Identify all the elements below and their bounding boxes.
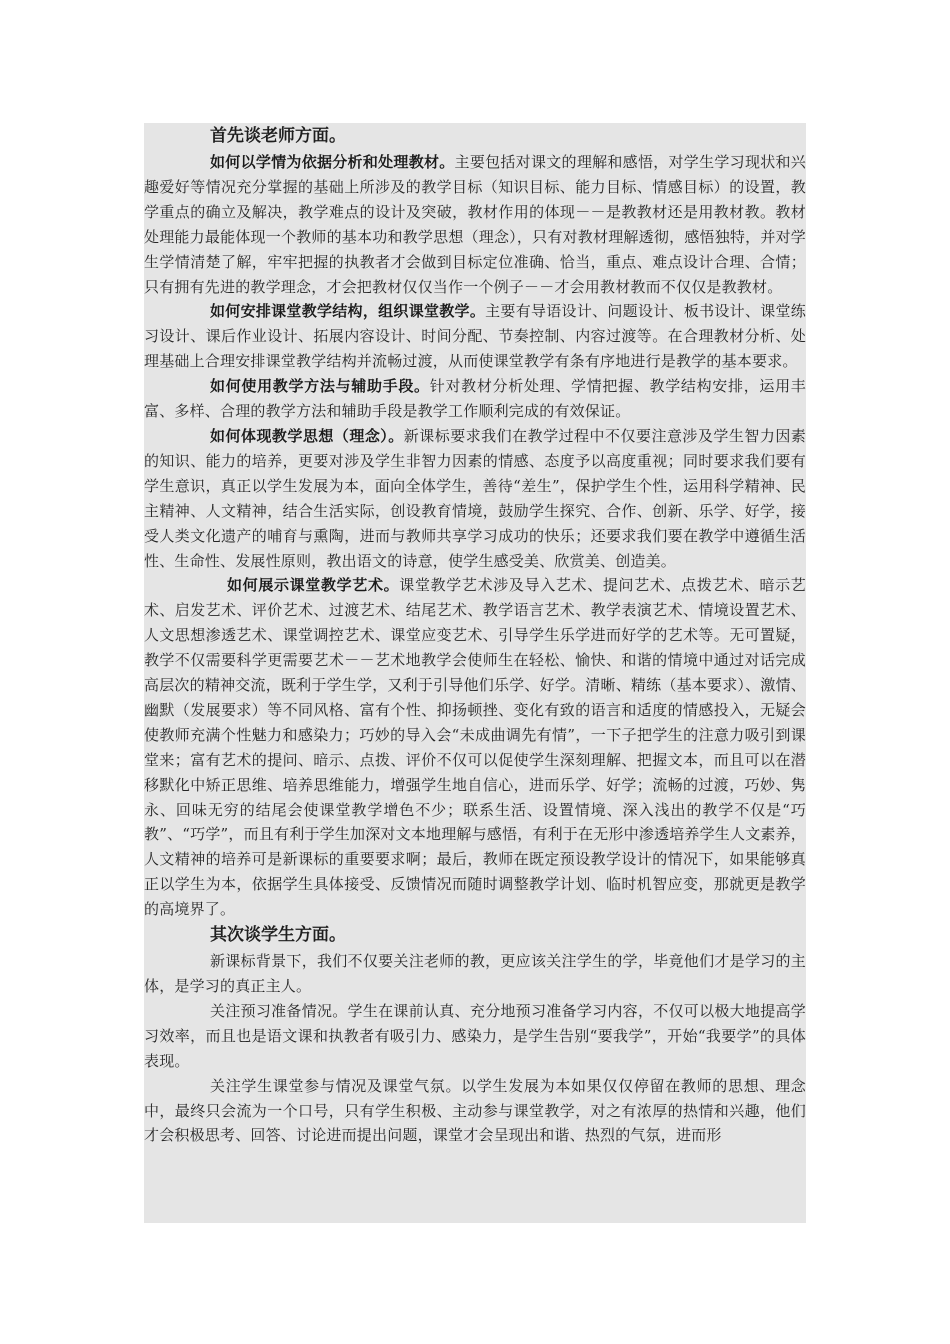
paragraph-lead: 如何体现教学思想（理念）。 — [210, 426, 404, 445]
paragraph-lead: 如何展示课堂教学艺术。 — [227, 576, 400, 595]
section-heading-student: 其次谈学生方面。 — [210, 925, 346, 946]
paragraph-body: 课堂教学艺术涉及导入艺术、提问艺术、点拨艺术、暗示艺术、启发艺术、评价艺术、过渡艺术、结尾艺术、教学语言艺术、教学表演艺术、情境设置艺术、人文思想渗透艺术、课堂调控艺术、课堂应变艺术、引导学生乐学进而好学的艺术等。无可置疑，教学不仅需要科学更需要艺术－－艺术地教学会使师生在轻松、愉快、和谐的情境中通过对话完成高层次的精神交流，既利于学生学，又利于引导他们乐学、好学。清晰、精练（基本要求）、激情、幽默（发展要求）等不同风格、富有个性、抑扬顿挫、变化有致的语言和适度的情感投入，无疑会使教师充满个性魅力和感染力；巧妙的导入会“未成曲调先有情”，一下子把学生的注意力吸引到课堂来；富有艺术的提问、暗示、点拨、评价不仅可以促使学生深刻理解、把握文本，而且可以在潜移默化中矫正思维、培养思维能力，增强学生地自信心，进而乐学、好学；流畅的过渡，巧妙、隽永、回味无穷的结尾会使课堂教学增色不少；联系生活、设置情境、深入浅出的教学不仅是“巧教”、“巧学”，而且有利于学生加深对文本地理解与感悟，有利于在无形中渗透培养学生人文素养，人文精神的培养可是新课标的重要要求啊；最后，教师在既定预设教学设计的情况下，如果能够真正以学生为本，依据学生具体接受、反馈情况而随时调整教学计划、临时机智应变，那就更是教学的高境界了。 — [144, 576, 806, 919]
paragraph-teaching-philosophy — [144, 424, 806, 573]
paragraph-body: 针对教材分析处理、学情把握、教学结构安排，运用丰富、多样、合理的教学方法和辅助手段是教学工作顺利完成的有效保证。 — [144, 377, 806, 421]
paragraph-student-focus: 新课标背景下，我们不仅要关注老师的教，更应该关注学生的学，毕竟他们才是学习的主体，是学习的真正主人。 — [144, 952, 806, 995]
paragraph-teaching-methods — [144, 374, 806, 424]
paragraph-lead: 如何使用教学方法与辅助手段。 — [210, 377, 430, 396]
section-heading-teacher: 首先谈老师方面。 — [210, 126, 346, 146]
paragraph-lead: 如何安排课堂教学结构，组织课堂教学。 — [210, 302, 486, 321]
paragraph-class-structure — [144, 299, 806, 374]
paragraph-preview-preparation: 关注预习准备情况。学生在课前认真、充分地预习准备学习内容，不仅可以极大地提高学习效率，而且也是语文课和执教者有吸引力、感染力，是学生告别“要我学”，开始“我要学”的具体表现。 — [144, 1001, 806, 1070]
paragraph-teaching-art — [144, 573, 806, 922]
paragraph-lead: 如何以学情为依据分析和处理教材。 — [210, 153, 455, 171]
text-block — [144, 123, 806, 1223]
paragraph-body: 主要包括对课文的理解和感悟，对学生学习现状和兴趣爱好等情况充分掌握的基础上所涉及的教学目标（知识目标、能力目标、情感目标）的设置，教学重点的确立及解决，教学难点的设计及突破，教材作用的体现－－是教教材还是用教材教。教材处理能力最能体现一个教师的基本功和教学思想（理念），只有对教材理解透彻，感悟独特，并对学生学情清楚了解，牢牢把握的执教者才会做到目标定位准确、恰当，重点、难点设计合理、合情；只有拥有先进的教学理念，才会把教材仅仅当作一个例子－－才会用教材教而不仅仅是教教材。 — [144, 153, 806, 296]
paragraph-class-participation: 关注学生课堂参与情况及课堂气氛。以学生发展为本如果仅仅停留在教师的思想、理念中，最终只会流为一个口号，只有学生积极、主动参与课堂教学，对之有浓厚的热情和兴趣，他们才会积极思考、回答、讨论进而提出问题，课堂才会呈现出和谐、热烈的气氛，进而形 — [144, 1076, 806, 1145]
paragraph-body: 新课标要求我们在教学过程中不仅要注意涉及学生智力因素的知识、能力的培养，更要对涉及学生非智力因素的情感、态度予以高度重视；同时要求我们要有学生意识，真正以学生发展为本，面向全体学生，善待“差生”，保护学生个性，运用科学精神、民主精神、人文精神，结合生活实际，创设教育情境，鼓励学生探究、合作、创新、乐学、好学，接受人类文化遗产的哺育与熏陶，进而与教师共享学习成功的快乐；还要求我们要在教学中遵循生活性、生命性、发展性原则，教出语文的诗意，使学生感受美、欣赏美、创造美。 — [144, 426, 806, 570]
paragraph-analyze-materials — [144, 150, 806, 299]
paragraph-body: 主要有导语设计、问题设计、板书设计、课堂练习设计、课后作业设计、拓展内容设计、时间分配、节奏控制、内容过渡等。在合理教材分析、处理基础上合理安排课堂教学结构并流畅过渡，从而使课堂教学有条有序地进行是教学的基本要求。 — [144, 302, 806, 371]
